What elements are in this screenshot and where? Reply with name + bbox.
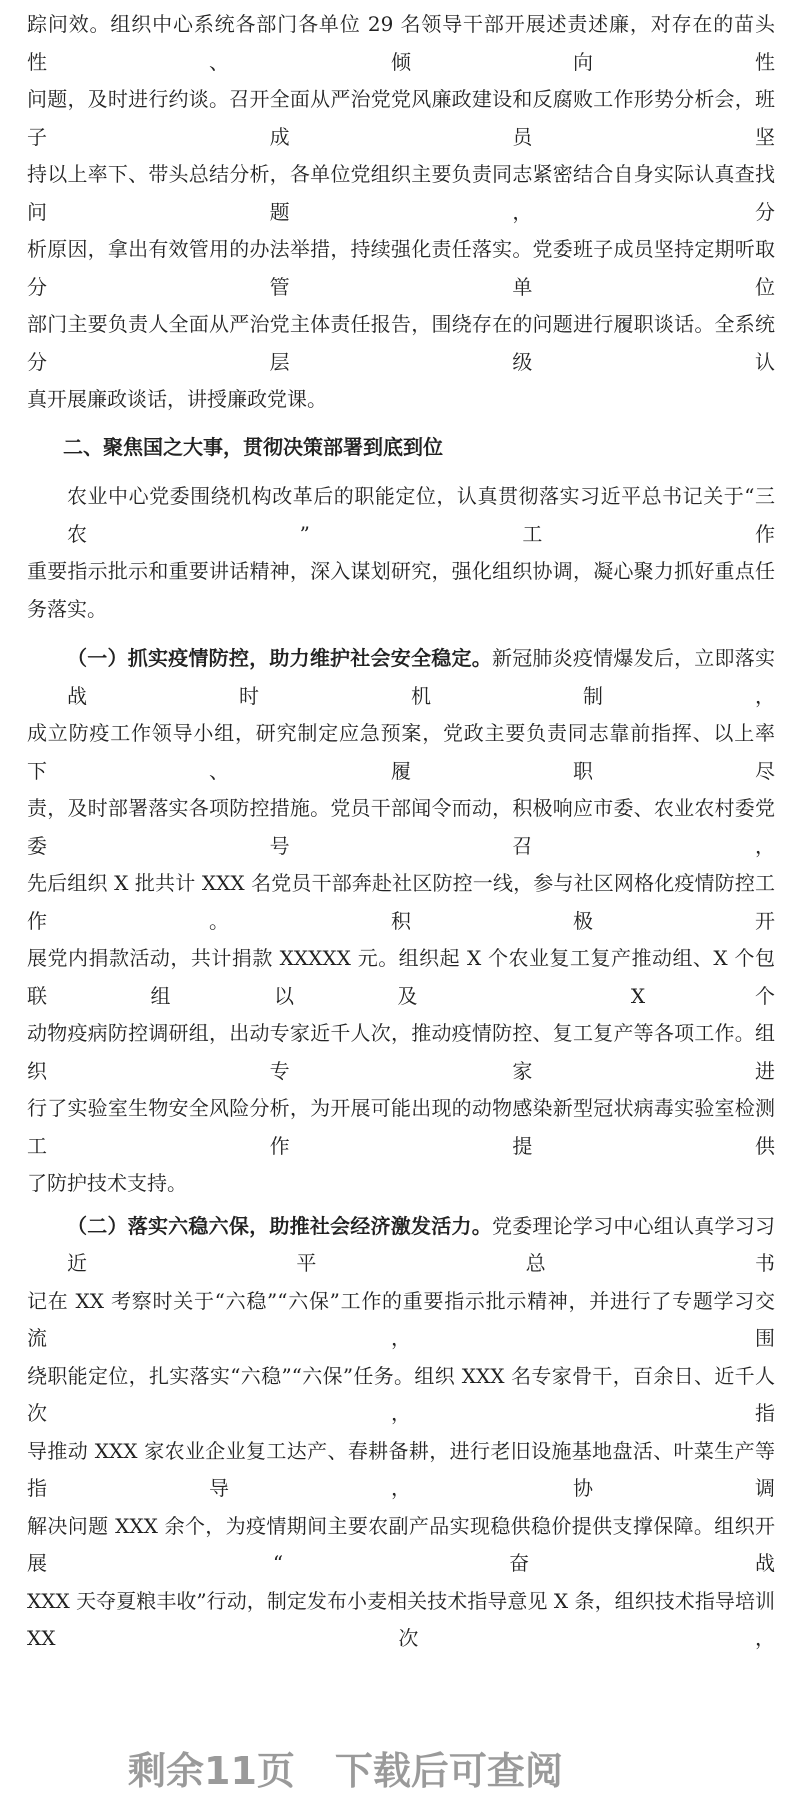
text-line: 记在 XX 考察时关于“六稳”“六保”工作的重要指示批示精神，并进行了专题学习交流，围 bbox=[27, 1288, 775, 1350]
text-run: 党委理论学习中心组认真学习习近平总书 bbox=[67, 1213, 776, 1275]
subsection-lead: （二）落实六稳六保，助推社会经济激发活力。 bbox=[67, 1213, 492, 1238]
text-line bbox=[27, 640, 775, 715]
subsection-six-stabilities bbox=[27, 1208, 775, 1658]
text-line: 先后组织 X 批共计 XXX 名党员干部奔赴社区防控一线，参与社区网格化疫情防控工作。积极开 bbox=[27, 871, 775, 933]
text-line: 动物疫病防控调研组，出动专家近千人次，推动疫情防控、复工复产等各项工作。组织专家进 bbox=[27, 1021, 775, 1083]
text-line: 导推动 XXX 家农业企业复工达产、春耕备耕，进行老旧设施基地盘活、叶菜生产等指导，协调 bbox=[27, 1438, 775, 1500]
text-line: 了防护技术支持。 bbox=[27, 1171, 187, 1195]
text-line: 部门主要负责人全面从严治党主体责任报告，围绕存在的问题进行履职谈话。全系统分层级认 bbox=[27, 312, 775, 374]
text-run: 新冠肺炎疫情爆发后，立即落实战时机制， bbox=[67, 646, 776, 708]
section-heading: 二、聚焦国之大事，贯彻决策部署到底到位 bbox=[63, 434, 443, 459]
text-line: 绕职能定位，扎实落实“六稳”“六保”任务。组织 XXX 名专家骨干，百余日、近千人次，指 bbox=[27, 1363, 775, 1425]
text-line: 析原因，拿出有效管用的办法举措，持续强化责任落实。党委班子成员坚持定期听取分管单位 bbox=[27, 237, 775, 299]
download-to-view-text: 下载后可查阅 bbox=[334, 1748, 563, 1793]
paragraph-accountability bbox=[27, 6, 775, 419]
download-prompt[interactable] bbox=[27, 1740, 775, 1795]
text-line bbox=[27, 1208, 775, 1283]
text-line: 责，及时部署落实各项防控措施。党员干部闻令而动，积极响应市委、农业农村委党委号召， bbox=[27, 796, 775, 858]
text-line: 解决问题 XXX 余个，为疫情期间主要农副产品实现稳供稳价提供支撑保障。组织开展“奋战 bbox=[27, 1513, 775, 1575]
remaining-pages-text: 剩余11页 bbox=[128, 1748, 295, 1793]
text-line: 持以上率下、带头总结分析，各单位党组织主要负责同志紧密结合自身实际认真查找问题，分 bbox=[27, 162, 775, 224]
text-line: 成立防疫工作领导小组，研究制定应急预案，党政主要负责同志靠前指挥、以上率下、履职尽 bbox=[27, 721, 775, 783]
text-line: 农业中心党委围绕机构改革后的职能定位，认真贯彻落实习近平总书记关于“三农”工作 bbox=[67, 484, 775, 546]
subsection-lead: （一）抓实疫情防控，助力维护社会安全稳定。 bbox=[67, 646, 492, 670]
paragraph-intro bbox=[27, 478, 775, 628]
text-line: 问题，及时进行约谈。召开全面从严治党党风廉政建设和反腐败工作形势分析会，班子成员坚 bbox=[27, 87, 775, 149]
text-line: 重要指示批示和重要讲话精神，深入谋划研究，强化组织协调，凝心聚力抓好重点任务落实。 bbox=[27, 559, 775, 621]
text-line: 踪问效。组织中心系统各部门各单位 29 名领导干部开展述责述廉，对存在的苗头性、倾向性 bbox=[27, 12, 775, 74]
text-line: 行了实验室生物安全风险分析，为开展可能出现的动物感染新型冠状病毒实验室检测工作提供 bbox=[27, 1096, 775, 1158]
text-line: 展党内捐款活动，共计捐款 XXXXX 元。组织起 X 个农业复工复产推动组、X 个包联组以及 X 个 bbox=[27, 946, 775, 1008]
subsection-epidemic-control bbox=[27, 640, 775, 1203]
text-line: 真开展廉政谈话，讲授廉政党课。 bbox=[27, 387, 327, 411]
text-line: XXX 天夺夏粮丰收”行动，制定发布小麦相关技术指导意见 X 条，组织技术指导培训 XX 次， bbox=[27, 1588, 775, 1650]
